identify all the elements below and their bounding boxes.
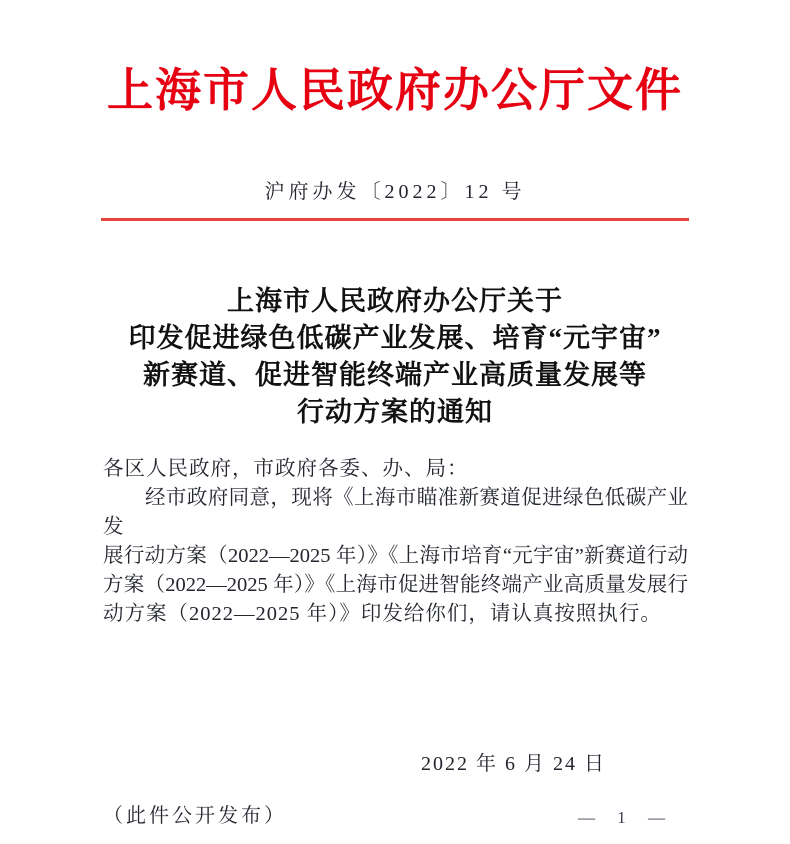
body-line-3: 方案（2022—2025 年）》《上海市促进智能终端产业高质量发展行: [103, 574, 688, 596]
issue-date: 2022 年 6 月 24 日: [421, 753, 606, 775]
body-line-1: 经市政府同意，现将《上海市瞄准新赛道促进绿色低碳产业发: [103, 487, 688, 538]
red-divider: [101, 218, 689, 221]
notice-body: [103, 455, 688, 629]
notice-title-line-1: 上海市人民政府办公厅关于: [227, 286, 563, 316]
document-header-title: 上海市人民政府办公厅文件: [107, 65, 683, 116]
notice-title-line-2: 印发促进绿色低碳产业发展、培育“元宇宙”: [128, 323, 662, 353]
body-line-4: 动方案（2022—2025 年）》印发给你们，请认真按照执行。: [103, 603, 662, 625]
document-number: 沪府办发〔2022〕12 号: [264, 181, 526, 203]
notice-title-line-3: 新赛道、促进智能终端产业高质量发展等: [143, 360, 647, 390]
notice-title: [0, 283, 790, 431]
salutation-line: 各区人民政府，市政府各委、办、局：: [103, 458, 469, 480]
public-release-note: （此件公开发布）: [103, 805, 287, 827]
page-number: — 1 —: [578, 808, 668, 827]
notice-title-line-4: 行动方案的通知: [297, 397, 493, 427]
body-line-2: 展行动方案（2022—2025 年）》《上海市培育“元宇宙”新赛道行动: [103, 545, 688, 567]
